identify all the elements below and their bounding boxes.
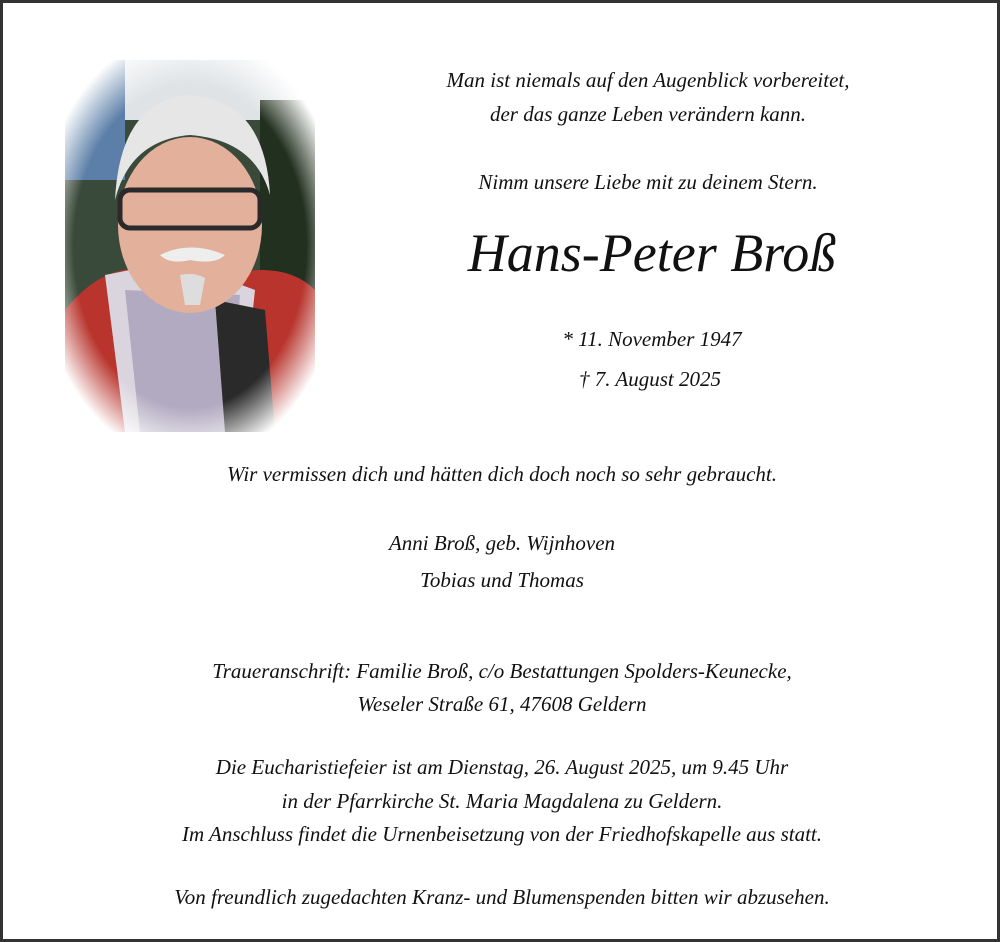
miss-line: Wir vermissen dich und hätten dich doch noch so sehr gebraucht. — [227, 462, 777, 486]
family-line-2: Tobias und Thomas — [420, 568, 584, 592]
service-line-2: in der Pfarrkirche St. Maria Magdalena zu Geldern. — [281, 789, 723, 813]
address-line-2: Weseler Straße 61, 47608 Geldern — [357, 692, 647, 716]
service-line-1: Die Eucharistiefeier ist am Dienstag, 26. August 2025, um 9.45 Uhr — [215, 755, 789, 779]
closing-line: Von freundlich zugedachten Kranz- und Blumenspenden bitten wir abzusehen. — [174, 885, 830, 909]
deceased-name: Hans-Peter Broß — [467, 223, 837, 283]
quote-line-2: der das ganze Leben verändern kann. — [489, 102, 807, 126]
wish-line: Nimm unsere Liebe mit zu deinem Stern. — [478, 170, 818, 194]
family-line-1: Anni Broß, geb. Wijnhoven — [388, 531, 616, 555]
death-date: † 7. August 2025 — [579, 367, 721, 391]
portrait-photo — [65, 60, 315, 432]
birth-date: * 11. November 1947 — [562, 327, 742, 351]
address-line-1: Traueranschrift: Familie Broß, c/o Bestattungen Spolders-Keunecke, — [212, 659, 792, 683]
service-line-3: Im Anschluss findet die Urnenbeisetzung von der Friedhofskapelle aus statt. — [181, 822, 823, 846]
quote-line-1: Man ist niemals auf den Augenblick vorbereitet, — [446, 68, 850, 92]
